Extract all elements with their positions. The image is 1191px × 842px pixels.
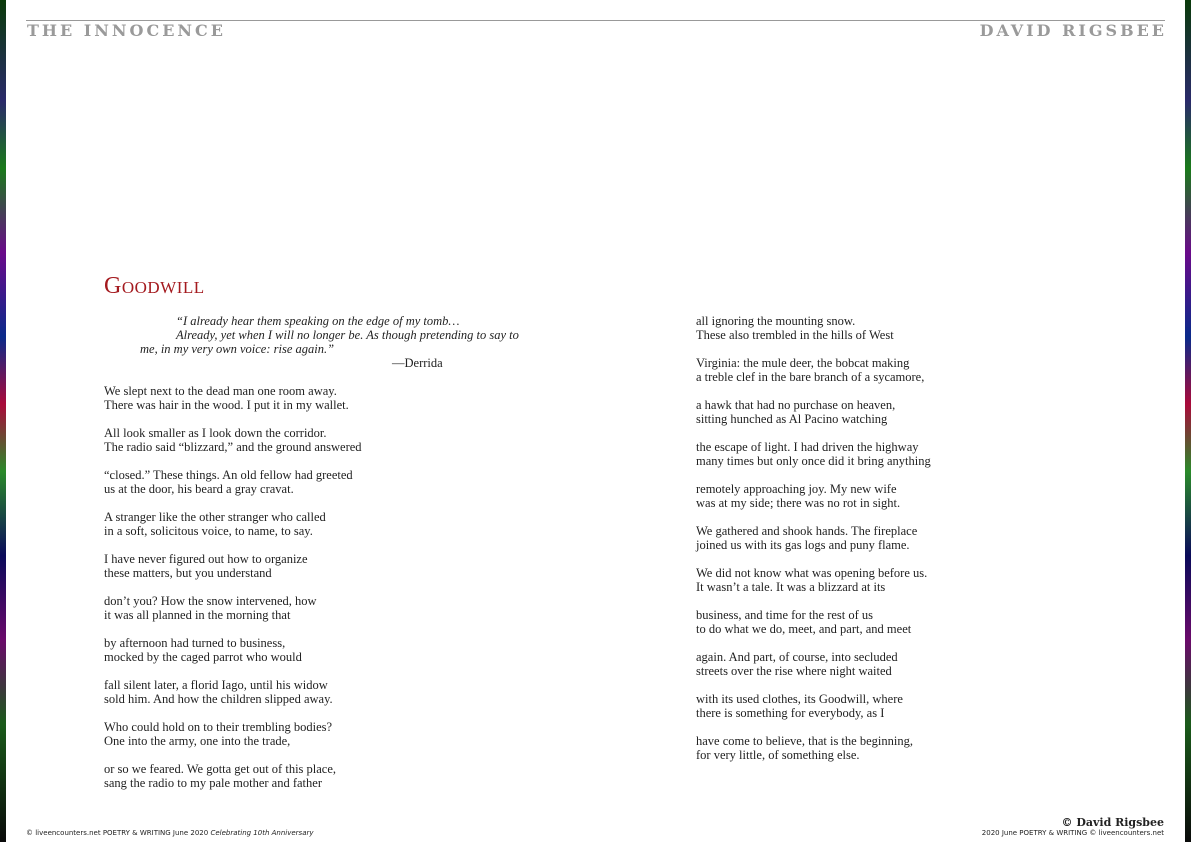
footer-left: [26, 829, 314, 837]
stanza: [696, 482, 1056, 510]
stanza: [696, 692, 1056, 720]
epigraph-line: me, in my very own voice: rise again.”: [140, 342, 335, 356]
poem-line: These also trembled in the hills of West: [696, 328, 894, 342]
footer-right: 2020 June POETRY & WRITING © liveencounters.net: [981, 829, 1164, 837]
stanza: [104, 468, 464, 496]
stanza: [104, 720, 464, 748]
epigraph-line: Already, yet when I will no longer be. As though pretending to say to: [176, 328, 519, 342]
poem-line: “closed.” These things. An old fellow had greeted: [104, 468, 353, 482]
poem-line: the escape of light. I had driven the highway: [696, 440, 919, 454]
poem-line: or so we feared. We gotta get out of this place,: [104, 762, 337, 776]
poem-line: these matters, but you understand: [104, 566, 272, 580]
stanza: [104, 552, 464, 580]
poem-line: remotely approaching joy. My new wife: [696, 482, 897, 496]
poem-line: The radio said “blizzard,” and the ground answered: [104, 440, 362, 454]
poem-line: I have never figured out how to organize: [104, 552, 308, 566]
poem-left-column: [104, 384, 464, 804]
poem-line: sold him. And how the children slipped away.: [104, 692, 333, 706]
poem-line: a hawk that had no purchase on heaven,: [696, 398, 896, 412]
stanza: [104, 636, 464, 664]
header-book-title: THE INNOCENCE: [27, 21, 226, 40]
stanza: [104, 594, 464, 622]
poem-line: joined us with its gas logs and puny flame.: [696, 538, 910, 552]
poem-line: All look smaller as I look down the corridor.: [104, 426, 327, 440]
poem-line: by afternoon had turned to business,: [104, 636, 286, 650]
poem-line: again. And part, of course, into secluded: [696, 650, 898, 664]
stanza: [696, 608, 1056, 636]
poem-right-column: [696, 314, 1056, 776]
poem-line: Who could hold on to their trembling bodies?: [104, 720, 333, 734]
poem-line: We slept next to the dead man one room away.: [104, 384, 337, 398]
poem-line: A stranger like the other stranger who called: [104, 510, 326, 524]
stanza: [104, 678, 464, 706]
poem-line: it was all planned in the morning that: [104, 608, 291, 622]
poem-line: Virginia: the mule deer, the bobcat making: [696, 356, 910, 370]
poem-line: a treble clef in the bare branch of a sycamore,: [696, 370, 925, 384]
left-decorative-border: [0, 0, 6, 842]
poem-line: don’t you? How the snow intervened, how: [104, 594, 317, 608]
poem-title: Goodwill: [104, 273, 205, 299]
poem-line: in a soft, solicitous voice, to name, to say.: [104, 524, 313, 538]
copyright-notice: © David Rigsbee: [1061, 816, 1164, 829]
poem-line: streets over the rise where night waited: [696, 664, 892, 678]
stanza: [696, 314, 1056, 342]
poem-line: mocked by the caged parrot who would: [104, 650, 302, 664]
poem-line: to do what we do, meet, and part, and meet: [696, 622, 912, 636]
epigraph: [140, 314, 540, 356]
poem-line: It wasn’t a tale. It was a blizzard at its: [696, 580, 886, 594]
poem-line: us at the door, his beard a gray cravat.: [104, 482, 294, 496]
stanza: [696, 566, 1056, 594]
header-author: DAVID RIGSBEE: [979, 21, 1167, 40]
poem-line: We did not know what was opening before us.: [696, 566, 928, 580]
poem-line: for very little, of something else.: [696, 748, 860, 762]
poem-line: many times but only once did it bring anything: [696, 454, 931, 468]
stanza: [104, 762, 464, 790]
stanza: [696, 650, 1056, 678]
stanza: [104, 510, 464, 538]
stanza: [104, 384, 464, 412]
poem-line: with its used clothes, its Goodwill, where: [696, 692, 903, 706]
poem-line: have come to believe, that is the beginning,: [696, 734, 913, 748]
footer-left-text: © liveencounters.net POETRY & WRITING June 2020: [26, 829, 211, 837]
poem-line: sang the radio to my pale mother and father: [104, 776, 322, 790]
stanza: [696, 734, 1056, 762]
right-decorative-border: [1185, 0, 1191, 842]
poem-line: was at my side; there was no rot in sight.: [696, 496, 901, 510]
poem-line: One into the army, one into the trade,: [104, 734, 291, 748]
footer-left-anniversary: Celebrating 10th Anniversary: [210, 829, 314, 837]
poem-line: all ignoring the mounting snow.: [696, 314, 856, 328]
stanza: [696, 356, 1056, 384]
poem-line: We gathered and shook hands. The fireplace: [696, 524, 918, 538]
epigraph-line: “I already hear them speaking on the edge of my tomb…: [176, 314, 460, 328]
stanza: [104, 426, 464, 454]
poem-line: sitting hunched as Al Pacino watching: [696, 412, 888, 426]
poem-line: there is something for everybody, as I: [696, 706, 885, 720]
stanza: [696, 398, 1056, 426]
epigraph-attribution: —Derrida: [392, 356, 443, 370]
poem-line: There was hair in the wood. I put it in my wallet.: [104, 398, 349, 412]
poem-line: fall silent later, a florid Iago, until his widow: [104, 678, 328, 692]
poem-line: business, and time for the rest of us: [696, 608, 874, 622]
stanza: [696, 524, 1056, 552]
stanza: [696, 440, 1056, 468]
